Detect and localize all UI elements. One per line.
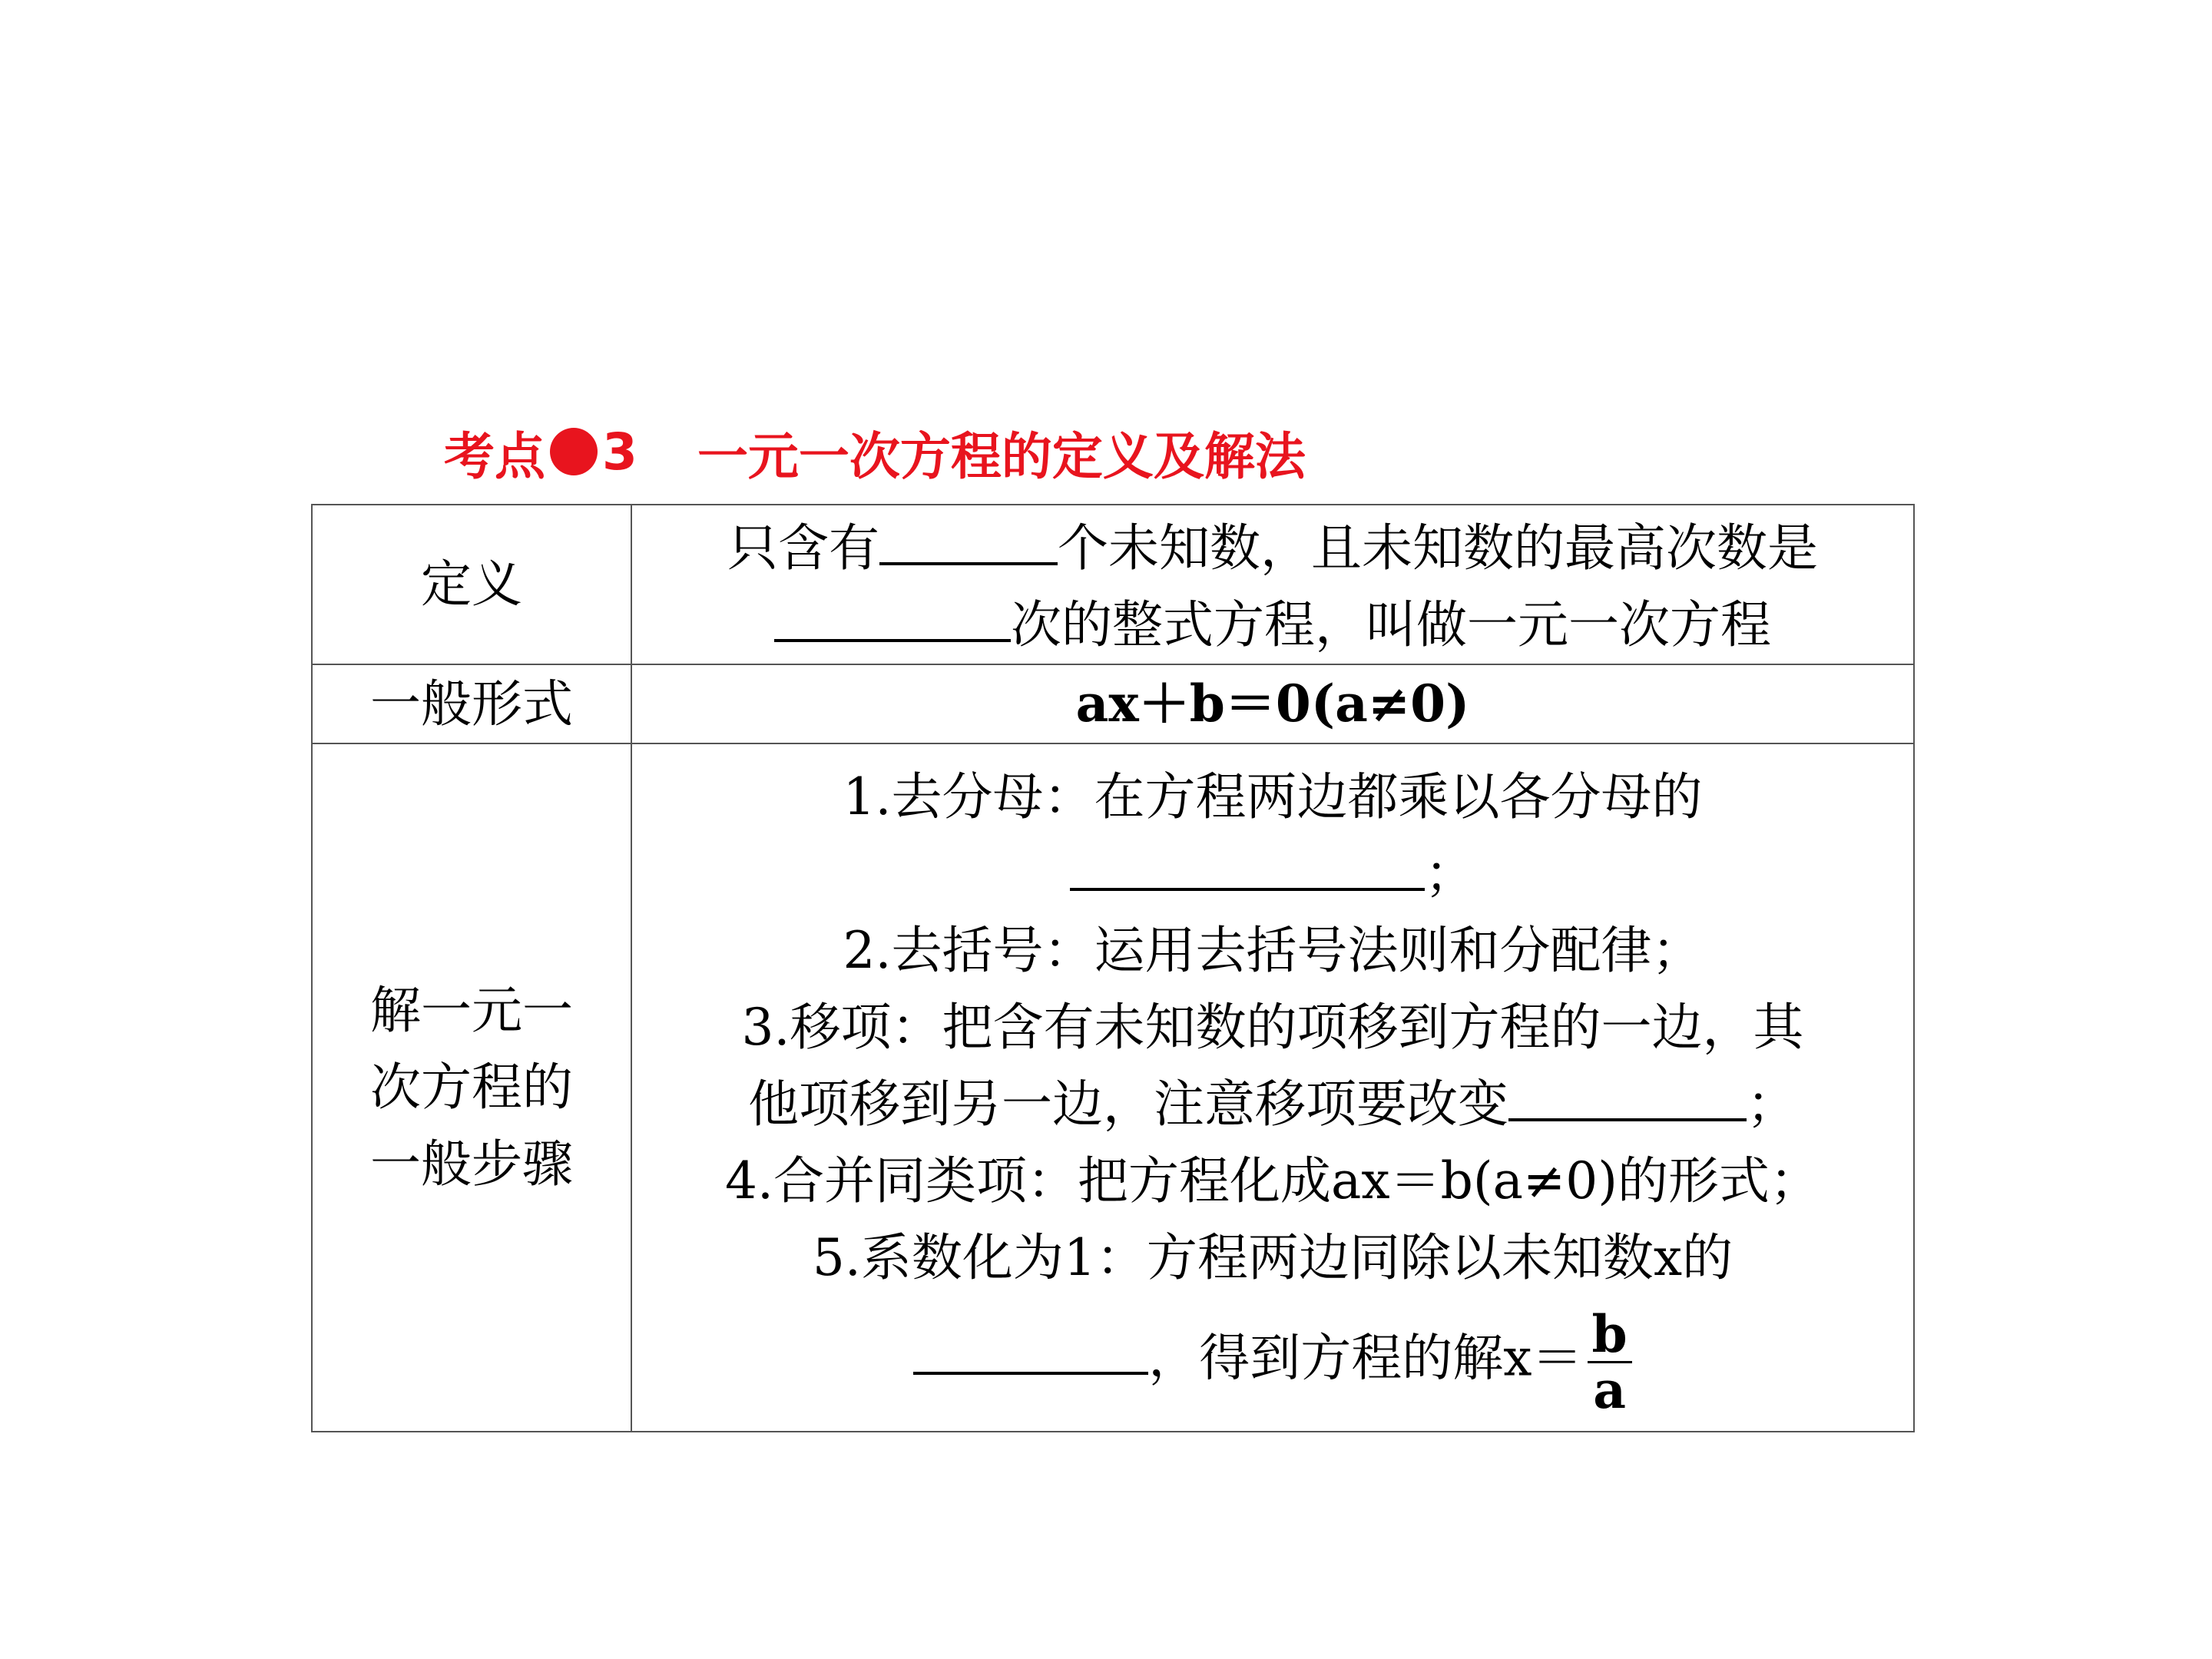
step-5-line-1: 5.系数化为1：方程两边同除以未知数x的 [812, 1227, 1734, 1287]
step-2: 2.去括号：运用去括号法则和分配律； [843, 920, 1703, 980]
fraction-numerator: b [1588, 1307, 1632, 1363]
step-3-line-1: 3.移项：把含有未知数的项移到方程的一边，其 [741, 997, 1804, 1057]
step-5-line-2: ，得到方程的解x＝ [1148, 1328, 1583, 1387]
red-dot-icon [550, 428, 598, 475]
steps-content [631, 743, 1914, 1432]
definition-text-1: 只含有 [727, 518, 879, 578]
formula-text: ax＋b＝0(a≠0) [1075, 674, 1470, 733]
fraction-denominator: a [1593, 1359, 1626, 1420]
blank-5 [913, 1321, 1148, 1375]
equation-facts-table [311, 504, 1915, 1432]
section-heading [444, 413, 1306, 490]
steps-label [312, 743, 631, 1432]
general-form-label: 一般形式 [312, 664, 631, 743]
table-row-steps [312, 743, 1914, 1432]
step-4: 4.合并同类项：把方程化成ax＝b(a≠0)的形式； [725, 1151, 1820, 1210]
heading-title: 一元一次方程的定义及解法 [697, 426, 1306, 486]
blank-2 [774, 588, 1011, 642]
general-form-formula [631, 664, 1914, 743]
heading-number: 3 [602, 422, 637, 482]
table-row-definition [312, 505, 1914, 664]
steps-label-line-2: 次方程的 [370, 1058, 573, 1117]
blank-4 [1508, 1068, 1747, 1121]
step-1-end: ； [1425, 843, 1475, 903]
definition-content [631, 505, 1914, 664]
definition-text-2: 个未知数，且未知数的最高次数是 [1058, 518, 1818, 578]
blank-3 [1070, 837, 1425, 891]
table-row-general-form [312, 664, 1914, 743]
blank-1 [879, 512, 1058, 565]
step-3-line-2: 他项移到另一边，注意移项要改变 [748, 1074, 1508, 1134]
step-1-line-1: 1.去分母：在方程两边都乘以各分母的 [843, 767, 1703, 826]
heading-prefix: 考点 [444, 426, 545, 486]
steps-label-line-1: 解一元一 [370, 981, 573, 1040]
solution-fraction [1588, 1303, 1632, 1420]
steps-label-line-3: 一般步骤 [370, 1134, 573, 1194]
definition-text-3: 次的整式方程，叫做一元一次方程 [1011, 595, 1771, 654]
step-3-end: ； [1747, 1074, 1797, 1134]
definition-label: 定义 [312, 505, 631, 664]
